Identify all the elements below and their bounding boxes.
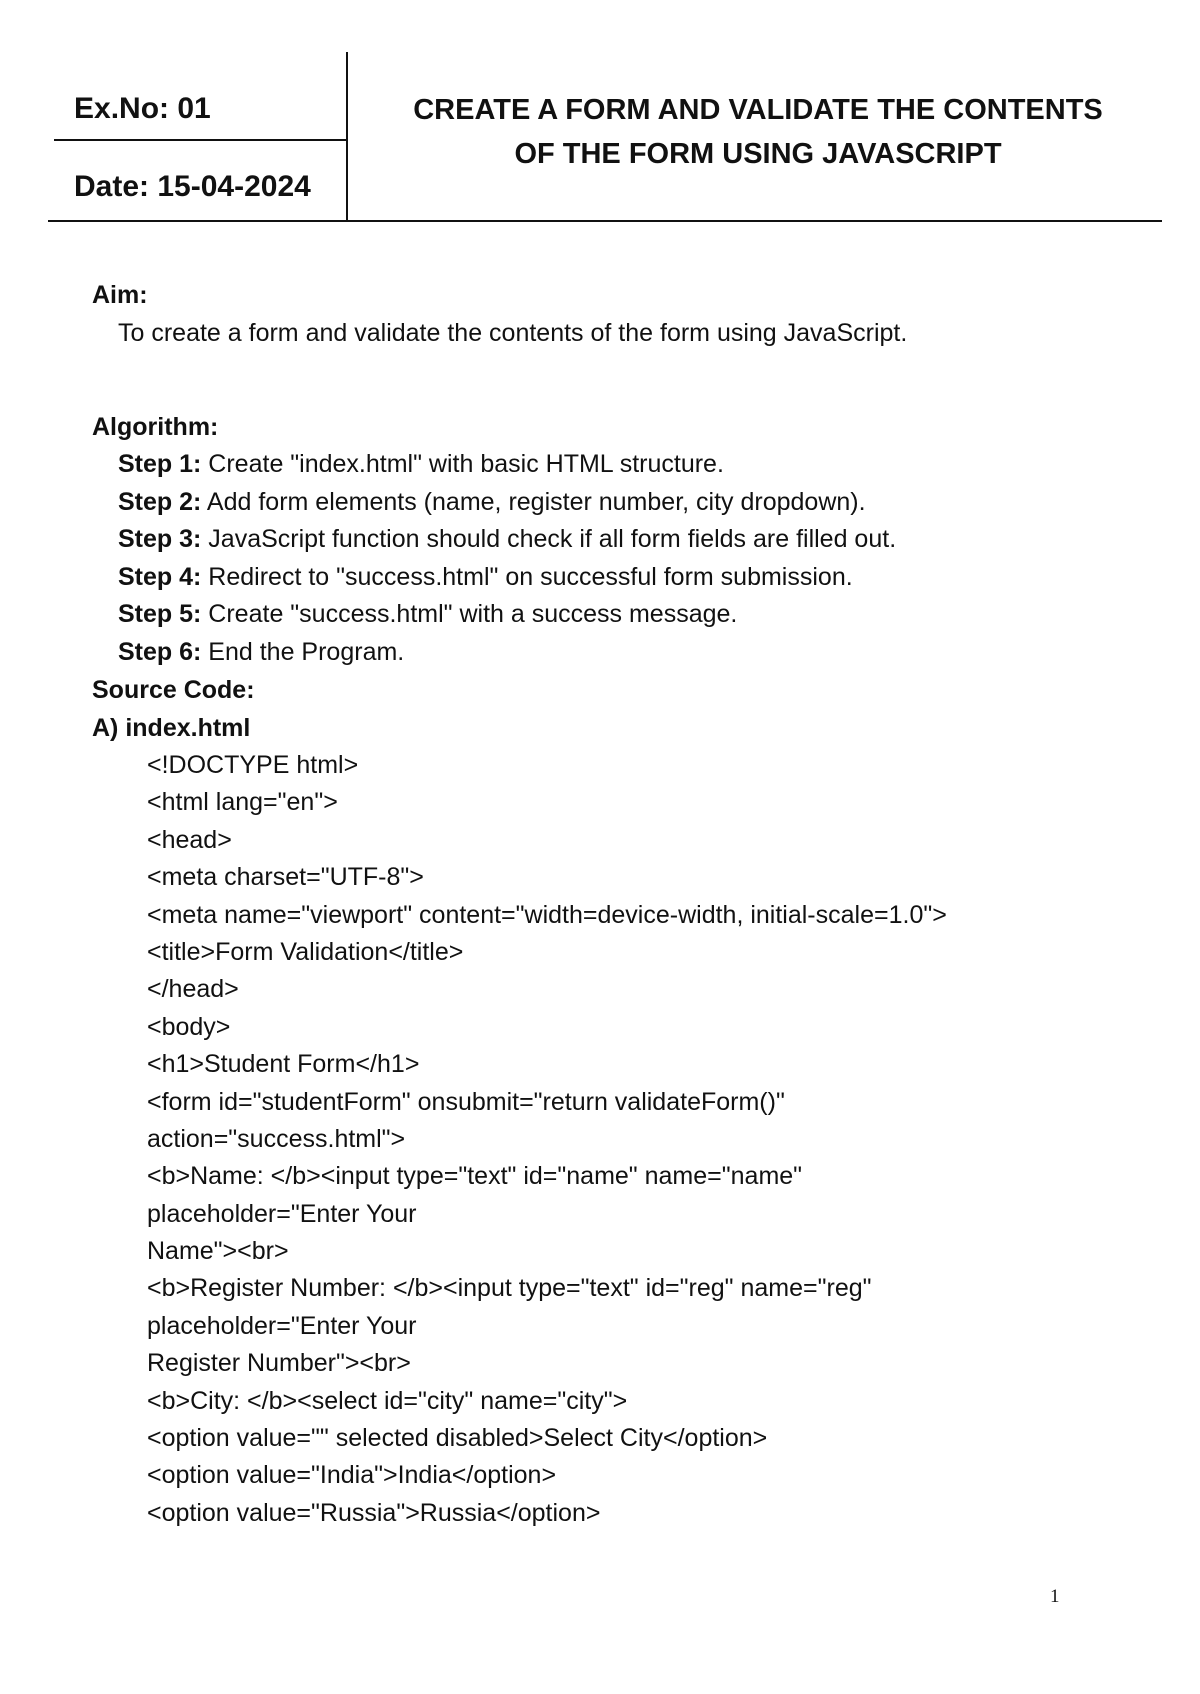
code-line: <title>Form Validation</title>	[147, 937, 464, 966]
code-line: <meta charset="UTF-8">	[147, 863, 424, 892]
code-line: </head>	[147, 975, 239, 1004]
code-line: <h1>Student Form</h1>	[147, 1050, 420, 1079]
step-label: Step 1:	[118, 450, 202, 478]
algorithm-step	[92, 521, 1152, 559]
code-line: <body>	[147, 1012, 231, 1041]
algorithm-label: Algorithm:	[92, 413, 219, 441]
title-line-2: OF THE FORM USING JAVASCRIPT	[514, 138, 1002, 170]
step-text: End the Program.	[201, 637, 405, 666]
code-line: <b>Register Number: </b><input type="text" id="reg" name="reg"	[147, 1274, 872, 1303]
algorithm-step	[92, 484, 1152, 522]
step-label: Step 6:	[118, 637, 202, 666]
step-text: Redirect to "success.html" on successful form submission.	[201, 562, 853, 591]
code-line: <b>Name: </b><input type="text" id="name" name="name"	[147, 1162, 803, 1191]
document-body	[92, 276, 1152, 1532]
algorithm-step	[92, 559, 1152, 597]
algorithm-step	[92, 446, 1152, 484]
header-left-divider	[54, 139, 346, 141]
code-block	[92, 747, 1152, 1532]
source-code-label: Source Code:	[92, 676, 255, 704]
algorithm-steps	[92, 446, 1152, 671]
step-label: Step 2:	[118, 487, 202, 516]
exercise-date: Date: 15-04-2024	[74, 170, 311, 203]
step-label: Step 4:	[118, 562, 202, 591]
step-text: Add form elements (name, register number, city dropdown).	[201, 487, 866, 516]
code-line: <option value="" selected disabled>Select City</option>	[147, 1424, 768, 1453]
algorithm-step	[92, 634, 1152, 672]
code-line: <meta name="viewport" content="width=device-width, initial-scale=1.0">	[147, 900, 947, 929]
step-text: JavaScript function should check if all form fields are filled out.	[201, 525, 897, 553]
header-bottom-rule	[48, 220, 1162, 222]
code-line: <option value="Russia">Russia</option>	[147, 1498, 601, 1527]
step-text: Create "index.html" with basic HTML structure.	[201, 450, 724, 478]
title-line-1: CREATE A FORM AND VALIDATE THE CONTENTS	[413, 94, 1103, 126]
aim-text: To create a form and validate the contents of the form using JavaScript.	[118, 319, 908, 347]
file-label: A) index.html	[92, 714, 251, 742]
step-label: Step 5:	[118, 600, 202, 628]
code-line: <head>	[147, 825, 232, 854]
exercise-number: Ex.No: 01	[74, 92, 211, 125]
code-line: <!DOCTYPE html>	[147, 751, 359, 779]
code-line: placeholder="Enter Your	[147, 1311, 417, 1340]
code-line: <form id="studentForm" onsubmit="return validateForm()"	[147, 1087, 785, 1116]
code-line: <b>City: </b><select id="city" name="city">	[147, 1386, 628, 1415]
header-vertical-divider	[346, 52, 348, 222]
page-title	[358, 88, 1158, 176]
code-line: Register Number"><br>	[147, 1349, 411, 1378]
code-line: <option value="India">India</option>	[147, 1461, 557, 1490]
code-line: <html lang="en">	[147, 788, 338, 817]
code-line: Name"><br>	[147, 1237, 289, 1266]
algorithm-step	[92, 596, 1152, 634]
aim-label: Aim:	[92, 281, 148, 309]
page-number: 1	[1050, 1586, 1060, 1607]
code-line: action="success.html">	[147, 1124, 406, 1153]
code-line: placeholder="Enter Your	[147, 1199, 417, 1228]
document-header	[48, 52, 1162, 222]
step-text: Create "success.html" with a success message.	[201, 600, 738, 628]
step-label: Step 3:	[118, 525, 202, 553]
